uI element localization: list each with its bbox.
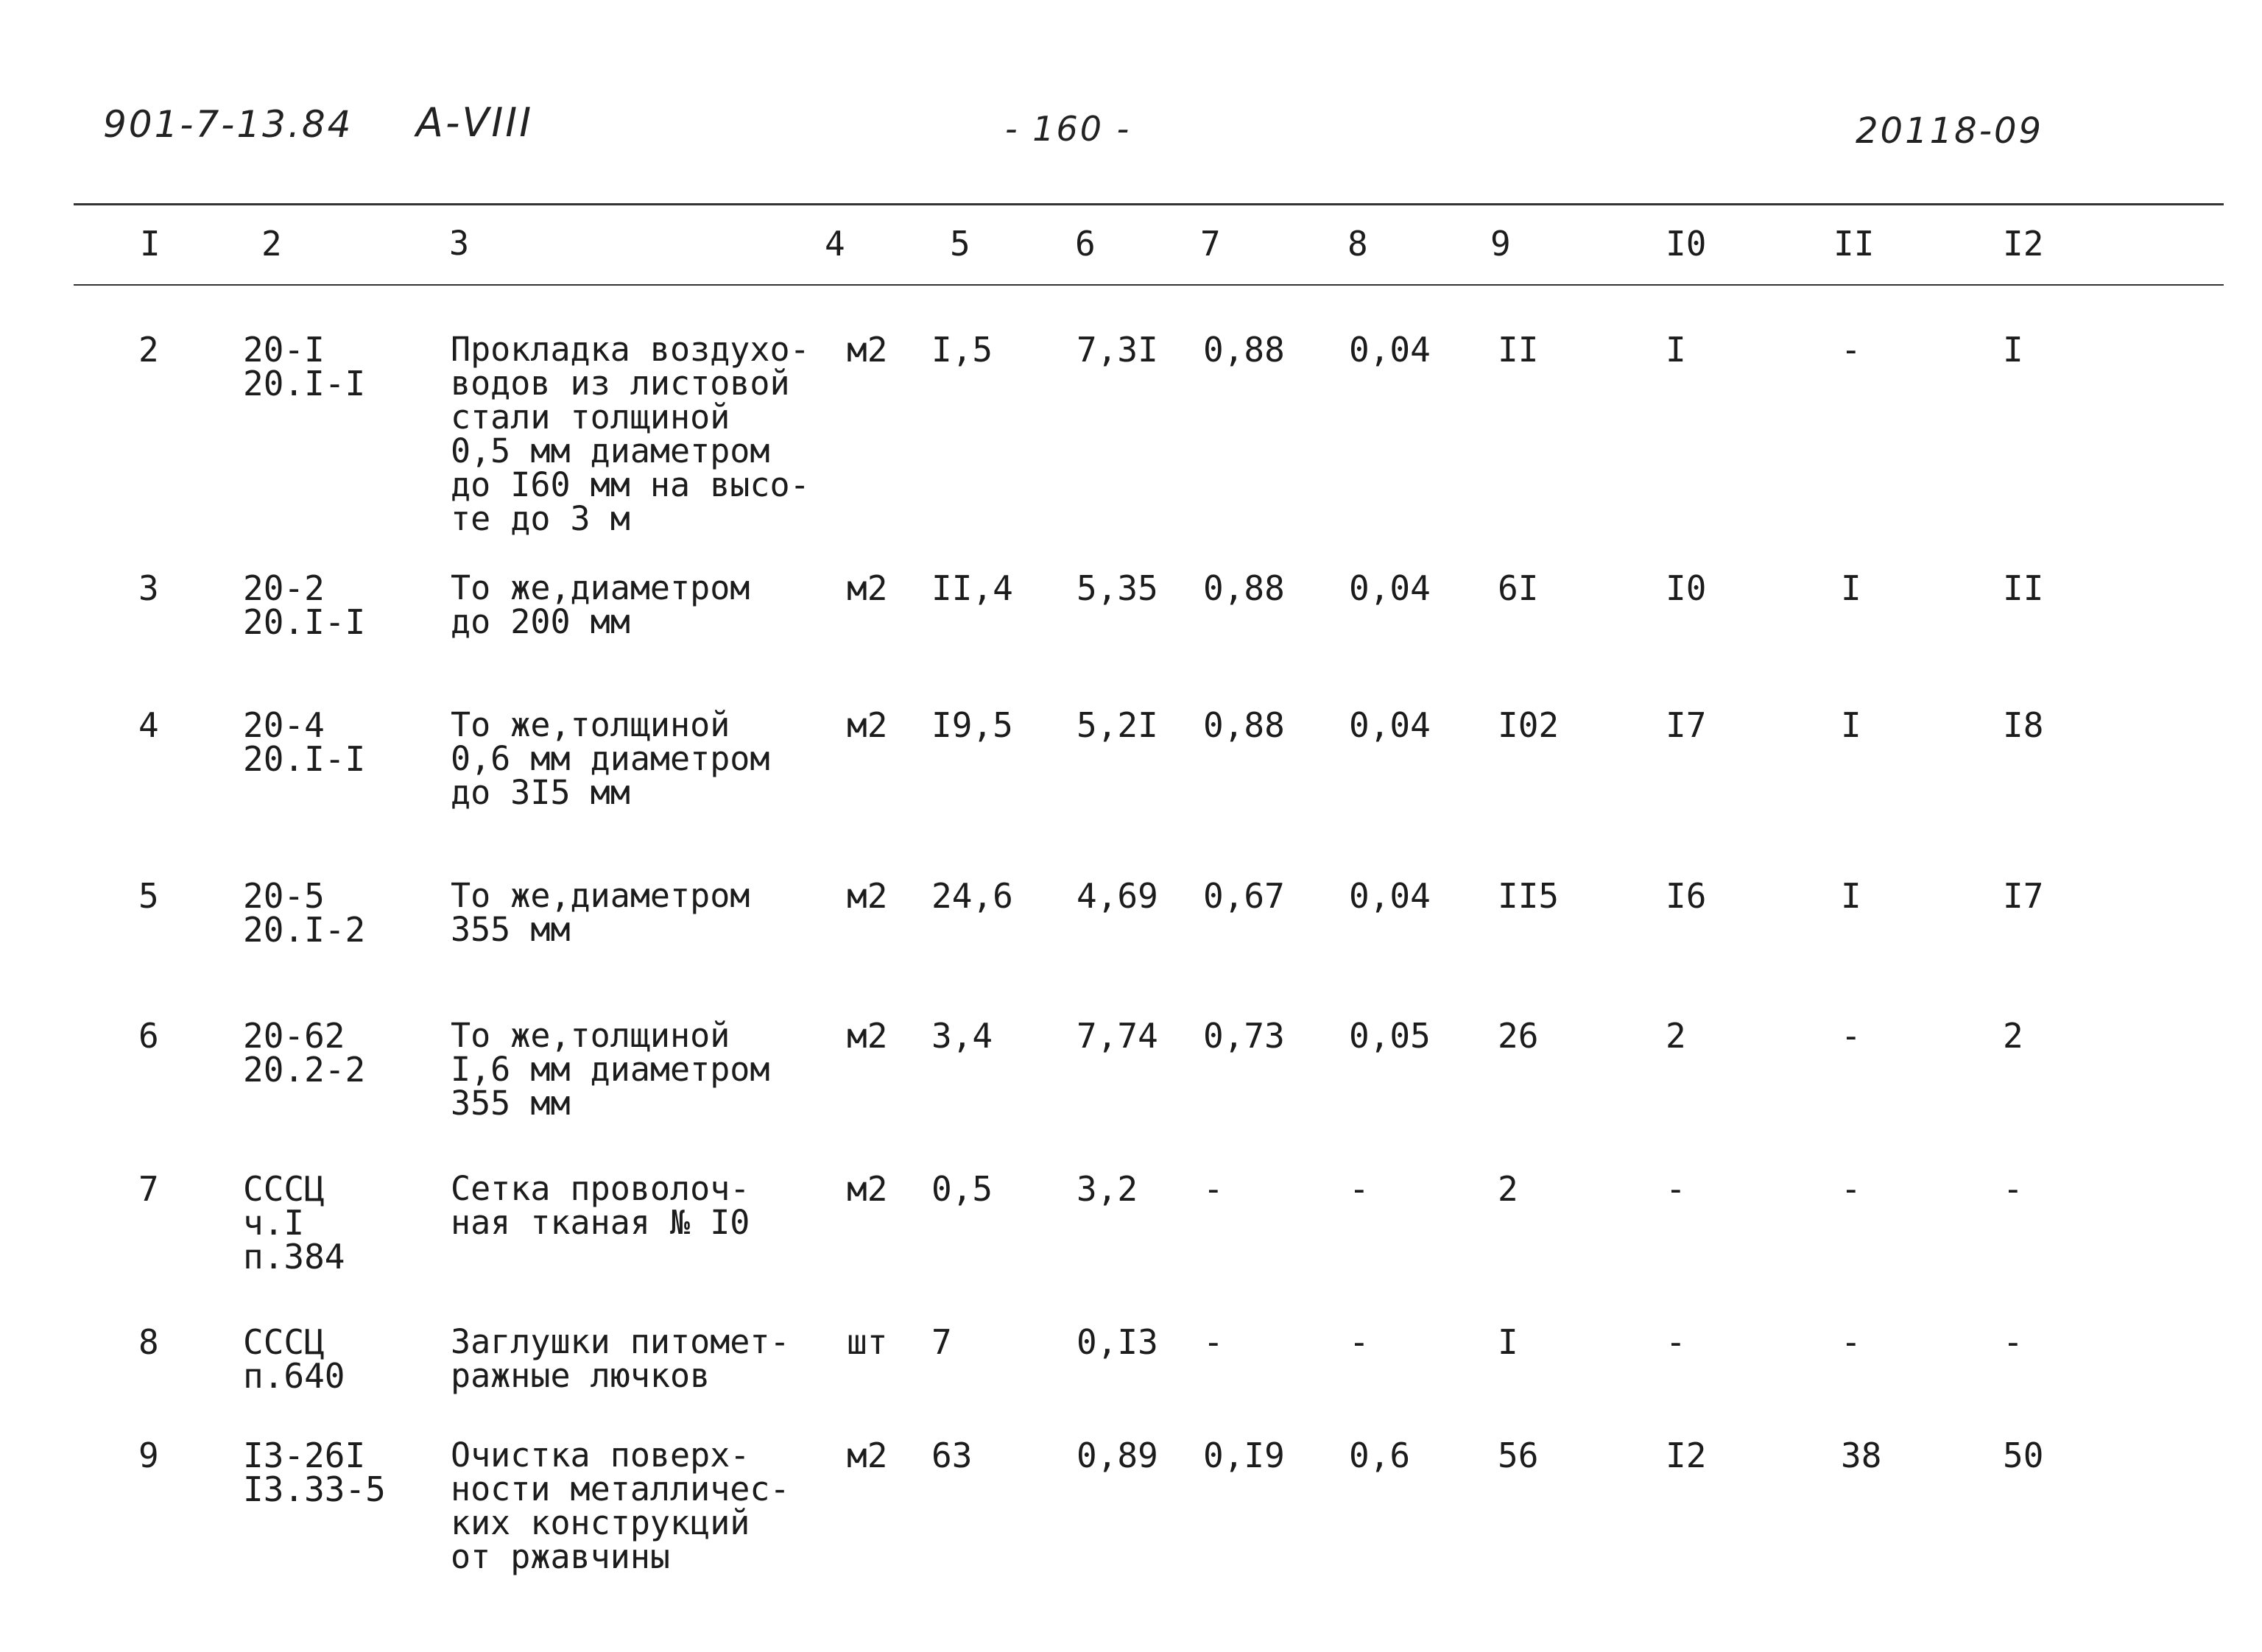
cell-col10: I6 [1666, 876, 1707, 916]
price-code: СССЦ п.640 [243, 1322, 345, 1396]
cell-col10: 2 [1666, 1016, 1686, 1056]
quantity: 3,4 [931, 1016, 993, 1056]
column-header: 7 [1200, 224, 1221, 264]
page-number: - 160 - [1005, 109, 1132, 149]
quantity: 0,5 [931, 1169, 993, 1209]
unit: м2 [847, 705, 888, 745]
quantity: 24,6 [931, 876, 1013, 916]
quantity: I,5 [931, 330, 993, 370]
cell-col8: 0,04 [1349, 705, 1431, 745]
quantity: 63 [931, 1436, 973, 1475]
cell-col11: I [1841, 705, 1861, 745]
column-header: I [140, 224, 161, 264]
sheet-label: А-VIII [416, 99, 534, 146]
unit: м2 [847, 876, 888, 916]
cell-col6: 7,74 [1077, 1016, 1158, 1056]
cell-col10: I [1666, 330, 1686, 370]
cell-col8: - [1349, 1322, 1370, 1362]
cell-col7: 0,73 [1203, 1016, 1285, 1056]
cell-col9: 26 [1498, 1016, 1539, 1056]
cell-col12: I [2003, 330, 2023, 370]
document-number: 20118-09 [1856, 110, 2044, 152]
cell-col9: 6I [1498, 568, 1539, 608]
work-description: То же,диаметром 355 мм [451, 876, 750, 949]
column-header: 5 [950, 224, 970, 264]
unit: м2 [847, 1436, 888, 1475]
cell-col11: I [1841, 876, 1861, 916]
price-code: 20-4 20.I-I [243, 705, 366, 779]
cell-col6: 0,I3 [1077, 1322, 1158, 1362]
cell-col9: I [1498, 1322, 1518, 1362]
quantity: I9,5 [931, 705, 1013, 745]
row-number: 9 [138, 1436, 159, 1475]
cell-col11: - [1841, 330, 1861, 370]
unit: м2 [847, 568, 888, 608]
cell-col9: II [1498, 330, 1539, 370]
quantity: II,4 [931, 568, 1013, 608]
row-number: 8 [138, 1322, 159, 1362]
row-number: 7 [138, 1169, 159, 1209]
column-header: I0 [1666, 224, 1707, 264]
work-description: Прокладка воздухо- водов из листовой стали толщиной 0,5 мм диаметром до I60 мм на высо- те до 3 м [451, 330, 810, 538]
cell-col8: - [1349, 1169, 1370, 1209]
cell-col9: 2 [1498, 1169, 1518, 1209]
row-number: 5 [138, 876, 159, 916]
cell-col7: 0,67 [1203, 876, 1285, 916]
cell-col6: 3,2 [1077, 1169, 1138, 1209]
cell-col8: 0,6 [1349, 1436, 1411, 1475]
cell-col11: - [1841, 1322, 1861, 1362]
row-number: 6 [138, 1016, 159, 1056]
cell-col12: I8 [2003, 705, 2044, 745]
cell-col6: 0,89 [1077, 1436, 1158, 1475]
cell-col12: - [2003, 1322, 2023, 1362]
price-code: 20-62 20.2-2 [243, 1016, 366, 1090]
cell-col6: 4,69 [1077, 876, 1158, 916]
work-description: Заглушки питомет- ражные лючков [451, 1322, 790, 1395]
cell-col11: 38 [1841, 1436, 1882, 1475]
cell-col10: I7 [1666, 705, 1707, 745]
cell-col12: 50 [2003, 1436, 2044, 1475]
cell-col9: I02 [1498, 705, 1560, 745]
cell-col10: - [1666, 1322, 1686, 1362]
price-code: 20-2 20.I-I [243, 568, 366, 642]
column-header: 3 [449, 224, 470, 263]
cell-col6: 5,35 [1077, 568, 1158, 608]
cell-col6: 7,3I [1077, 330, 1158, 370]
cell-col7: - [1203, 1169, 1224, 1209]
price-code: 20-5 20.I-2 [243, 876, 366, 950]
table-top-rule [74, 203, 2224, 205]
cell-col7: 0,I9 [1203, 1436, 1285, 1475]
document-code: 901-7-13.84 [103, 103, 353, 146]
cell-col12: 2 [2003, 1016, 2023, 1056]
cell-col11: - [1841, 1169, 1861, 1209]
cell-col10: - [1666, 1169, 1686, 1209]
work-description: Сетка проволоч- ная тканая № I0 [451, 1169, 750, 1242]
quantity: 7 [931, 1322, 952, 1362]
work-description: То же,толщиной I,6 мм диаметром 355 мм [451, 1016, 770, 1123]
cell-col11: I [1841, 568, 1861, 608]
column-header: 8 [1347, 224, 1368, 264]
unit: м2 [847, 1169, 888, 1209]
cell-col6: 5,2I [1077, 705, 1158, 745]
cell-col8: 0,04 [1349, 568, 1431, 608]
unit: шт [847, 1322, 888, 1362]
cell-col7: 0,88 [1203, 568, 1285, 608]
unit: м2 [847, 330, 888, 370]
cell-col12: - [2003, 1169, 2023, 1209]
column-header: 9 [1490, 224, 1511, 264]
header-rule [74, 284, 2224, 286]
cell-col9: II5 [1498, 876, 1560, 916]
cell-col8: 0,04 [1349, 330, 1431, 370]
cell-col8: 0,05 [1349, 1016, 1431, 1056]
cell-col12: I7 [2003, 876, 2044, 916]
cell-col7: 0,88 [1203, 705, 1285, 745]
row-number: 3 [138, 568, 159, 608]
column-header: 6 [1075, 224, 1096, 264]
cell-col9: 56 [1498, 1436, 1539, 1475]
cell-col8: 0,04 [1349, 876, 1431, 916]
price-code: I3-26I I3.33-5 [243, 1436, 386, 1509]
cell-col10: I2 [1666, 1436, 1707, 1475]
work-description: Очистка поверх- ности металличес- ких конструкций от ржавчины [451, 1436, 790, 1576]
work-description: То же,диаметром до 200 мм [451, 568, 750, 641]
cell-col7: 0,88 [1203, 330, 1285, 370]
column-header: II [1833, 224, 1875, 264]
cell-col12: II [2003, 568, 2044, 608]
price-code: СССЦ ч.I п.384 [243, 1169, 345, 1277]
row-number: 4 [138, 705, 159, 745]
cell-col11: - [1841, 1016, 1861, 1056]
cell-col10: I0 [1666, 568, 1707, 608]
work-description: То же,толщиной 0,6 мм диаметром до 3I5 мм [451, 705, 770, 812]
column-header: 4 [825, 224, 845, 264]
column-header: I2 [2003, 224, 2044, 264]
price-code: 20-I 20.I-I [243, 330, 366, 403]
column-header: 2 [261, 224, 282, 264]
cell-col7: - [1203, 1322, 1224, 1362]
row-number: 2 [138, 330, 159, 370]
unit: м2 [847, 1016, 888, 1056]
